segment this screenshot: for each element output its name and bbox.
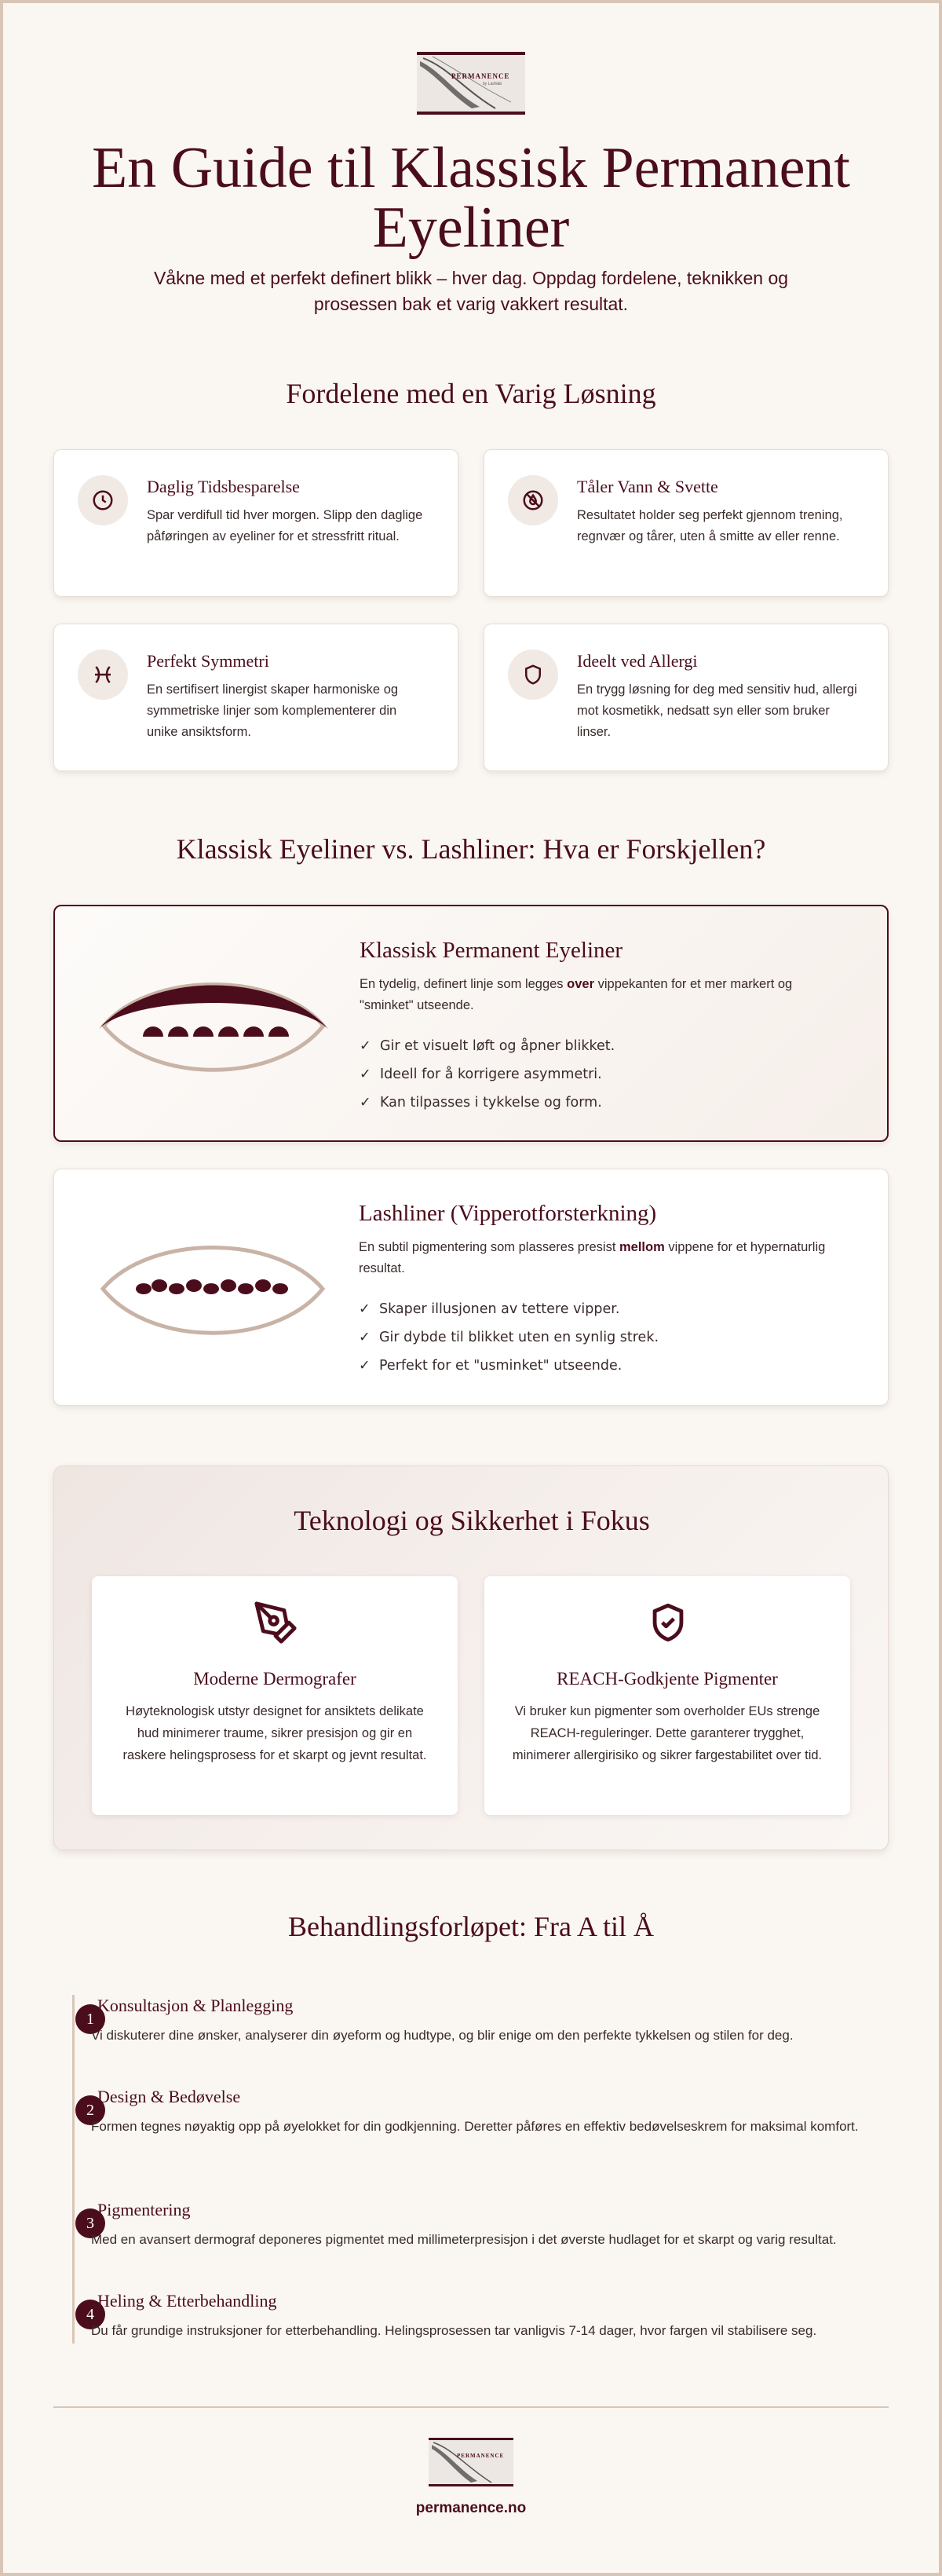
- step-title: Design & Bedøvelse: [97, 2087, 241, 2106]
- footer-logo[interactable]: [429, 2438, 513, 2486]
- symmetry-icon: [78, 649, 128, 700]
- benefit-title: Perfekt Symmetri: [147, 651, 269, 671]
- comparison-card-lashliner: [53, 1169, 889, 1406]
- comparison-description: En tydelig, definert linje som legges over vippekanten for et mer markert og "sminket" utseende.: [360, 977, 793, 1012]
- benefit-card: [53, 449, 458, 597]
- step-title: Heling & Etterbehandling: [97, 2291, 277, 2311]
- benefit-title: Ideelt ved Allergi: [577, 651, 698, 671]
- logo-text: PERMANENCE: [457, 2453, 505, 2459]
- step-number-badge: 2: [75, 2095, 105, 2125]
- tech-card-title: Moderne Dermografer: [193, 1669, 356, 1689]
- clock-icon: [78, 475, 128, 525]
- list-item: ✓ Ideell for å korrigere asymmetri.: [360, 1060, 615, 1089]
- step-title: Konsultasjon & Planlegging: [97, 1996, 294, 2015]
- benefit-card: [53, 624, 458, 771]
- logo-swoosh-graphic: [429, 2440, 513, 2484]
- benefit-text: En sertifisert linergist skaper harmoniske og symmetriske linjer som komplementerer din unike ansiktsform.: [147, 682, 399, 739]
- list-item: ✓ Perfekt for et "usminket" utseende.: [359, 1352, 659, 1380]
- timeline-line: [72, 1995, 75, 2344]
- step-number-badge: 4: [75, 2300, 105, 2329]
- step-text: Vi diskuterer dine ønsker, analyserer din øyeform og hudtype, og blir enige om den perfekte tykkelsen og stilen for deg.: [91, 2028, 794, 2043]
- benefit-text: Resultatet holder seg perfekt gjennom trening, regnvær og tårer, uten å smitte av eller renne.: [577, 508, 843, 543]
- benefit-text: En trygg løsning for deg med sensitiv hud, allergi mot kosmetikk, nedsatt syn eller som bruker linser.: [577, 682, 857, 739]
- check-icon: ✓: [360, 1038, 371, 1054]
- benefit-title: Tåler Vann & Svette: [577, 477, 718, 496]
- tech-section: [53, 1465, 889, 1850]
- step-text: Formen tegnes nøyaktig opp på øyelokket for din godkjenning. Deretter påføres en effektiv bedøvelseskrem for maksimal komfort.: [91, 2119, 859, 2134]
- benefit-card: [484, 624, 889, 771]
- eyeliner-illustration: [88, 971, 339, 1081]
- lashliner-illustration: [87, 1234, 338, 1344]
- logo-swoosh-graphic: [417, 55, 525, 112]
- benefit-title: Daglig Tidsbesparelse: [147, 477, 300, 496]
- comparison-card-eyeliner: [53, 905, 889, 1142]
- benefit-text: Spar verdifull tid hver morgen. Slipp den daglige påføringen av eyeliner for et stressfritt ritual.: [147, 508, 423, 543]
- list-item: ✓ Gir et visuelt løft og åpner blikket.: [360, 1032, 615, 1060]
- comparison-points: [360, 1032, 615, 1117]
- list-item: ✓ Skaper illusjonen av tettere vipper.: [359, 1295, 659, 1323]
- benefits-heading: Fordelene med en Varig Løsning: [286, 378, 656, 409]
- check-icon: ✓: [360, 1095, 371, 1111]
- benefit-card: [484, 449, 889, 597]
- check-icon: ✓: [359, 1301, 371, 1317]
- logo-text: PERMANENCE: [451, 72, 510, 80]
- step-number-badge: 1: [75, 2004, 105, 2034]
- shield-icon: [508, 649, 558, 700]
- comparison-heading: Klassisk Eyeliner vs. Lashliner: Hva er Forskjellen?: [176, 833, 766, 865]
- process-heading: Behandlingsforløpet: Fra A til Å: [288, 1911, 654, 1942]
- tech-card: [484, 1576, 850, 1815]
- comparison-description: En subtil pigmentering som plasseres presist mellom vippene for et hypernaturlig resultat.: [359, 1240, 826, 1275]
- footer-divider: [53, 2406, 889, 2408]
- pen-tool-icon: [253, 1600, 298, 1649]
- check-icon: ✓: [360, 1067, 371, 1082]
- check-icon: ✓: [359, 1330, 371, 1345]
- tech-card-text: Vi bruker kun pigmenter som overholder EUs strenge REACH-reguleringer. Dette garanterer trygghet, minimerer allergirisiko og sikrer fargestabilitet over tid.: [512, 1704, 823, 1762]
- page-title: En Guide til Klassisk Permanent Eyeliner: [92, 136, 850, 260]
- step-title: Pigmentering: [97, 2200, 191, 2219]
- step-text: Du får grundige instruksjoner for etterbehandling. Helingsprosessen tar vanligvis 7-14 dager, hvor fargen vil stabilisere seg.: [91, 2323, 817, 2338]
- footer-url-link[interactable]: permanence.no: [415, 2500, 527, 2516]
- emphasis-text: mellom: [619, 1240, 665, 1254]
- step-text: Med en avansert dermograf deponeres pigmentet med millimeterpresisjon i det øverste hudlaget for et skarpt og varig resultat.: [91, 2232, 837, 2247]
- no-drop-icon: [508, 475, 558, 525]
- comparison-title: Klassisk Permanent Eyeliner: [360, 938, 623, 963]
- tech-card: [92, 1576, 458, 1815]
- comparison-title: Lashliner (Vipperotforsterkning): [359, 1201, 657, 1226]
- check-icon: ✓: [359, 1358, 371, 1374]
- list-item: ✓ Kan tilpasses i tykkelse og form.: [360, 1089, 615, 1117]
- shield-check-icon: [645, 1600, 691, 1649]
- tech-card-text: Høyteknologisk utstyr designet for ansiktets delikate hud minimerer traume, sikrer presisjon og gir en raskere helingsprosess for et skarpt og jevnt resultat.: [122, 1704, 427, 1762]
- tech-heading: Teknologi og Sikkerhet i Fokus: [294, 1505, 650, 1536]
- hero-subtitle: Våkne med et perfekt definert blikk – hver dag. Oppdag fordelene, teknikken og prosessen bak et varig vakkert resultat.: [153, 268, 789, 314]
- tech-card-title: REACH-Godkjente Pigmenter: [557, 1669, 778, 1689]
- brand-logo[interactable]: [417, 52, 525, 115]
- list-item: ✓ Gir dybde til blikket uten en synlig strek.: [359, 1323, 659, 1352]
- emphasis-text: over: [567, 977, 595, 991]
- comparison-points: [359, 1295, 659, 1380]
- logo-subtext: by Lashlab: [483, 82, 502, 86]
- step-number-badge: 3: [75, 2208, 105, 2238]
